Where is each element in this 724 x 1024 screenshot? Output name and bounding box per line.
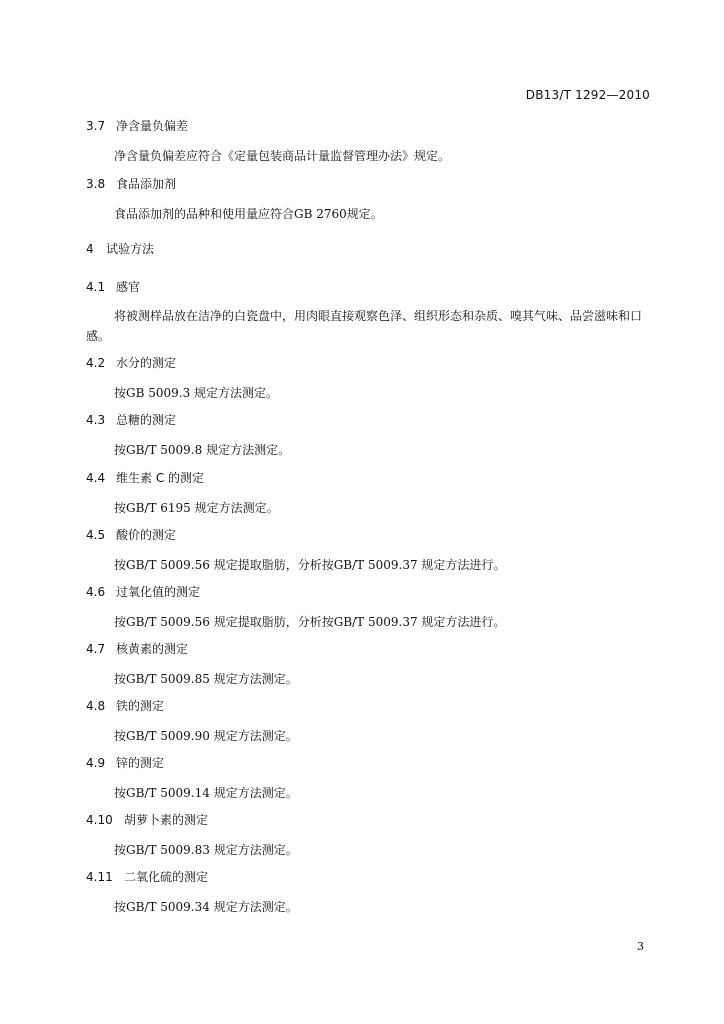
section-4-10 bbox=[86, 813, 658, 859]
section-title: 过氧化值的测定 bbox=[116, 585, 201, 599]
section-heading bbox=[86, 813, 658, 827]
section-4-5 bbox=[86, 528, 658, 574]
section-title: 维生素 C 的测定 bbox=[116, 471, 205, 485]
section-4-6 bbox=[86, 585, 658, 631]
section-number: 4.1 bbox=[86, 280, 106, 294]
section-heading bbox=[86, 413, 658, 427]
section-heading bbox=[86, 699, 658, 713]
section-number: 4.11 bbox=[86, 870, 113, 884]
section-title: 锌的测定 bbox=[116, 756, 165, 770]
section-title: 感官 bbox=[116, 280, 141, 294]
section-body: 按GB/T 5009.85 规定方法测定。 bbox=[114, 672, 298, 686]
section-body: 按GB/T 5009.34 规定方法测定。 bbox=[114, 900, 298, 914]
section-number: 3.8 bbox=[86, 177, 106, 191]
section-title: 二氧化硫的测定 bbox=[124, 870, 209, 884]
section-heading bbox=[86, 585, 658, 599]
section-4-3 bbox=[86, 413, 658, 459]
section-4-4 bbox=[86, 471, 658, 517]
section-body: 将被测样品放在洁净的白瓷盘中，用肉眼直接观察色泽、组织形态和杂质、嗅其气味、品尝滋味和口感。 bbox=[86, 309, 643, 343]
section-heading bbox=[86, 280, 658, 294]
section-title: 试验方法 bbox=[106, 242, 155, 256]
document-header: DB13/T 1292—2010 bbox=[525, 88, 650, 102]
section-title: 水分的测定 bbox=[116, 356, 177, 370]
section-title: 酸价的测定 bbox=[116, 528, 177, 542]
section-number: 4.4 bbox=[86, 471, 106, 485]
section-heading bbox=[86, 177, 658, 191]
section-body: 按GB/T 5009.8 规定方法测定。 bbox=[114, 443, 291, 457]
section-3-7 bbox=[86, 119, 658, 165]
section-number: 4.5 bbox=[86, 528, 106, 542]
section-title: 总糖的测定 bbox=[116, 413, 177, 427]
section-body: 按GB/T 5009.56 规定提取脂肪，分析按GB/T 5009.37 规定方法进行。 bbox=[114, 615, 506, 629]
section-body: 按GB/T 5009.90 规定方法测定。 bbox=[114, 729, 298, 743]
section-heading bbox=[86, 119, 658, 133]
section-title: 核黄素的测定 bbox=[116, 642, 189, 656]
section-number: 4.2 bbox=[86, 356, 106, 370]
section-4-7 bbox=[86, 642, 658, 688]
section-number: 4.8 bbox=[86, 699, 106, 713]
section-title: 铁的测定 bbox=[116, 699, 165, 713]
section-number: 4.3 bbox=[86, 413, 106, 427]
section-heading bbox=[86, 642, 658, 656]
section-heading bbox=[86, 471, 658, 485]
section-4-1 bbox=[86, 280, 658, 346]
section-body: 按GB 5009.3 规定方法测定。 bbox=[114, 386, 279, 400]
section-4-9 bbox=[86, 756, 658, 802]
section-heading bbox=[86, 356, 658, 370]
section-body: 按GB/T 5009.56 规定提取脂肪，分析按GB/T 5009.37 规定方法进行。 bbox=[114, 558, 506, 572]
page-number: 3 bbox=[637, 940, 644, 953]
section-number: 4 bbox=[86, 242, 94, 256]
section-number: 4.10 bbox=[86, 813, 113, 827]
section-body: 按GB/T 5009.83 规定方法测定。 bbox=[114, 843, 298, 857]
section-4-11 bbox=[86, 870, 658, 916]
section-body: 按GB/T 6195 规定方法测定。 bbox=[114, 501, 279, 515]
section-title: 食品添加剂 bbox=[116, 177, 177, 191]
section-number: 4.6 bbox=[86, 585, 106, 599]
section-body: 净含量负偏差应符合《定量包装商品计量监督管理办法》规定。 bbox=[114, 149, 451, 163]
section-4 bbox=[86, 242, 658, 256]
section-number: 4.9 bbox=[86, 756, 106, 770]
section-body: 按GB/T 5009.14 规定方法测定。 bbox=[114, 786, 298, 800]
section-title: 胡萝卜素的测定 bbox=[124, 813, 209, 827]
section-number: 4.7 bbox=[86, 642, 106, 656]
section-body: 食品添加剂的品种和使用量应符合GB 2760规定。 bbox=[114, 207, 383, 221]
section-heading bbox=[86, 756, 658, 770]
section-heading bbox=[86, 242, 658, 256]
section-4-2 bbox=[86, 356, 658, 402]
section-3-8 bbox=[86, 177, 658, 223]
section-4-8 bbox=[86, 699, 658, 745]
section-heading bbox=[86, 870, 658, 884]
section-heading bbox=[86, 528, 658, 542]
section-title: 净含量负偏差 bbox=[116, 119, 189, 133]
section-number: 3.7 bbox=[86, 119, 106, 133]
